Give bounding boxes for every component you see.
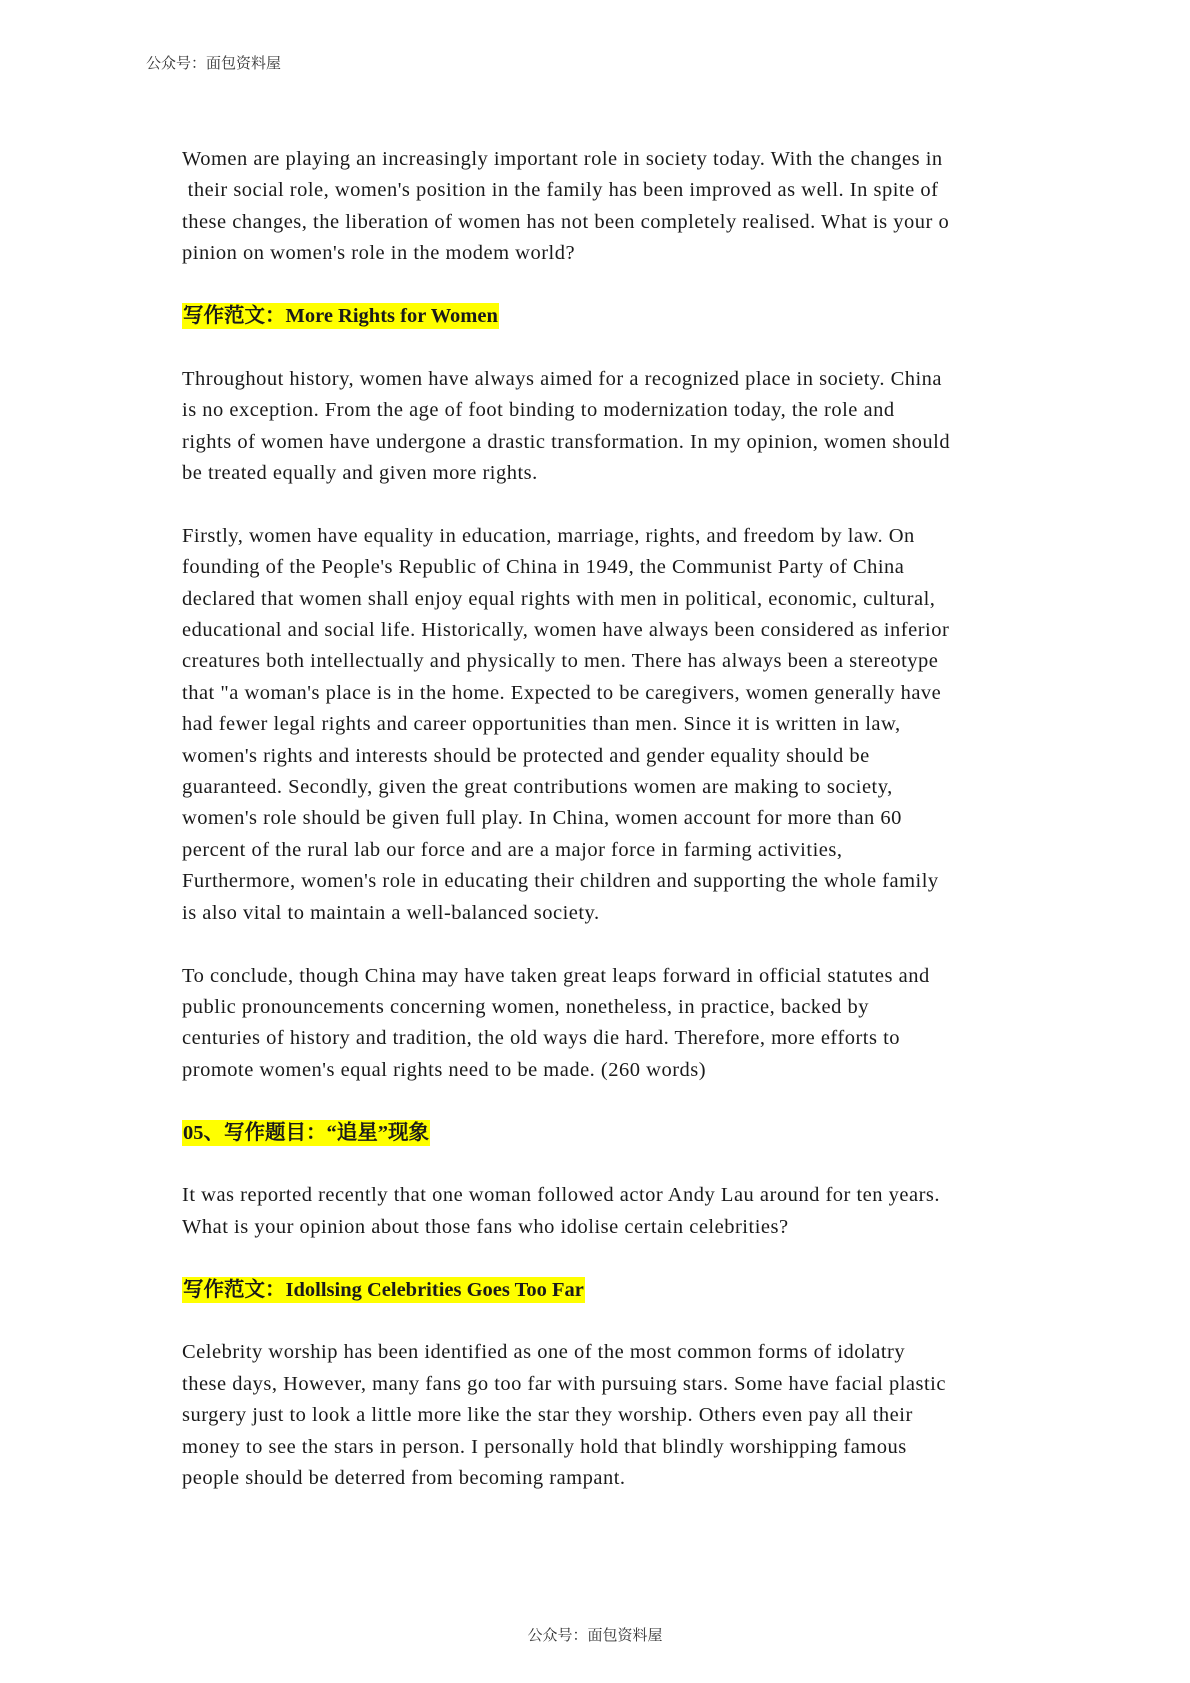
highlighted-heading: 05、写作题目：“追星”现象 <box>183 1121 429 1144</box>
text-line: public pronouncements concerning women, nonetheless, in practice, backed by <box>182 995 870 1018</box>
text-line: their social role, women's position in the family has been improved as well. In spite of <box>182 179 939 202</box>
essay-paragraph <box>182 521 1018 929</box>
text-line: is no exception. From the age of foot binding to modernization today, the role and <box>182 399 895 422</box>
heading-label: 写作范文： <box>183 1278 286 1301</box>
text-line: money to see the stars in person. I personally hold that blindly worshipping famous <box>182 1435 907 1458</box>
text-line: What is your opinion about those fans who idolise certain celebrities? <box>182 1215 789 1238</box>
page-footer: 公众号：面包资料屋 <box>527 1626 663 1644</box>
highlighted-heading <box>182 1277 585 1303</box>
essay-paragraph <box>182 364 1018 490</box>
text-line: promote women's equal rights need to be made. (260 words) <box>182 1058 707 1081</box>
text-line: people should be deterred from becoming rampant. <box>182 1466 626 1489</box>
text-line: guaranteed. Secondly, given the great contributions women are making to society, <box>182 776 893 799</box>
prompt-paragraph <box>182 144 1018 270</box>
text-line: creatures both intellectually and physically to men. There has always been a stereotype <box>182 650 939 673</box>
text-line: It was reported recently that one woman followed actor Andy Lau around for ten years. <box>182 1184 941 1207</box>
essay-heading <box>182 1275 1018 1306</box>
document-body <box>182 144 1018 1494</box>
text-line: women's rights and interests should be protected and gender equality should be <box>182 744 870 767</box>
text-line: percent of the rural lab our force and are a major force in farming activities, <box>182 838 843 861</box>
text-line: these days, However, many fans go too far with pursuing stars. Some have facial plastic <box>182 1372 946 1395</box>
topic-heading <box>182 1118 1018 1149</box>
text-line: founding of the People's Republic of China in 1949, the Communist Party of China <box>182 556 905 579</box>
text-line: pinion on women's role in the modem world? <box>182 242 576 265</box>
text-line: Throughout history, women have always aimed for a recognized place in society. China <box>182 367 943 390</box>
text-line: centuries of history and tradition, the old ways die hard. Therefore, more efforts to <box>182 1027 901 1050</box>
text-line: surgery just to look a little more like the star they worship. Others even pay all their <box>182 1404 913 1427</box>
text-line: Firstly, women have equality in education, marriage, rights, and freedom by law. On <box>182 524 915 547</box>
heading-title: More Rights for Women <box>285 305 498 328</box>
text-line: these changes, the liberation of women has not been completely realised. What is your o <box>182 210 950 233</box>
highlighted-heading <box>182 303 499 329</box>
text-line: be treated equally and given more rights. <box>182 462 538 485</box>
heading-title: Idollsing Celebrities Goes Too Far <box>285 1278 584 1301</box>
text-line: Furthermore, women's role in educating their children and supporting the whole family <box>182 870 939 893</box>
text-line: educational and social life. Historically, women have always been considered as inferior <box>182 619 950 642</box>
text-line: To conclude, though China may have taken great leaps forward in official statutes and <box>182 964 930 987</box>
text-line: rights of women have undergone a drastic transformation. In my opinion, women should <box>182 430 951 453</box>
text-line: had fewer legal rights and career opportunities than men. Since it is written in law, <box>182 713 901 736</box>
prompt-paragraph <box>182 1180 1018 1243</box>
essay-paragraph <box>182 1337 1018 1494</box>
text-line: that "a woman's place is in the home. Expected to be caregivers, women generally have <box>182 681 942 704</box>
essay-heading <box>182 301 1018 332</box>
text-line: declared that women shall enjoy equal rights with men in political, economic, cultural, <box>182 587 936 610</box>
text-line: Women are playing an increasingly important role in society today. With the changes in <box>182 148 943 170</box>
text-line: Celebrity worship has been identified as one of the most common forms of idolatry <box>182 1341 906 1364</box>
text-line: is also vital to maintain a well-balanced society. <box>182 901 600 924</box>
text-line: women's role should be given full play. In China, women account for more than 60 <box>182 807 902 830</box>
essay-paragraph <box>182 961 1018 1087</box>
page-header: 公众号：面包资料屋 <box>146 54 282 72</box>
heading-label: 写作范文： <box>183 305 286 328</box>
